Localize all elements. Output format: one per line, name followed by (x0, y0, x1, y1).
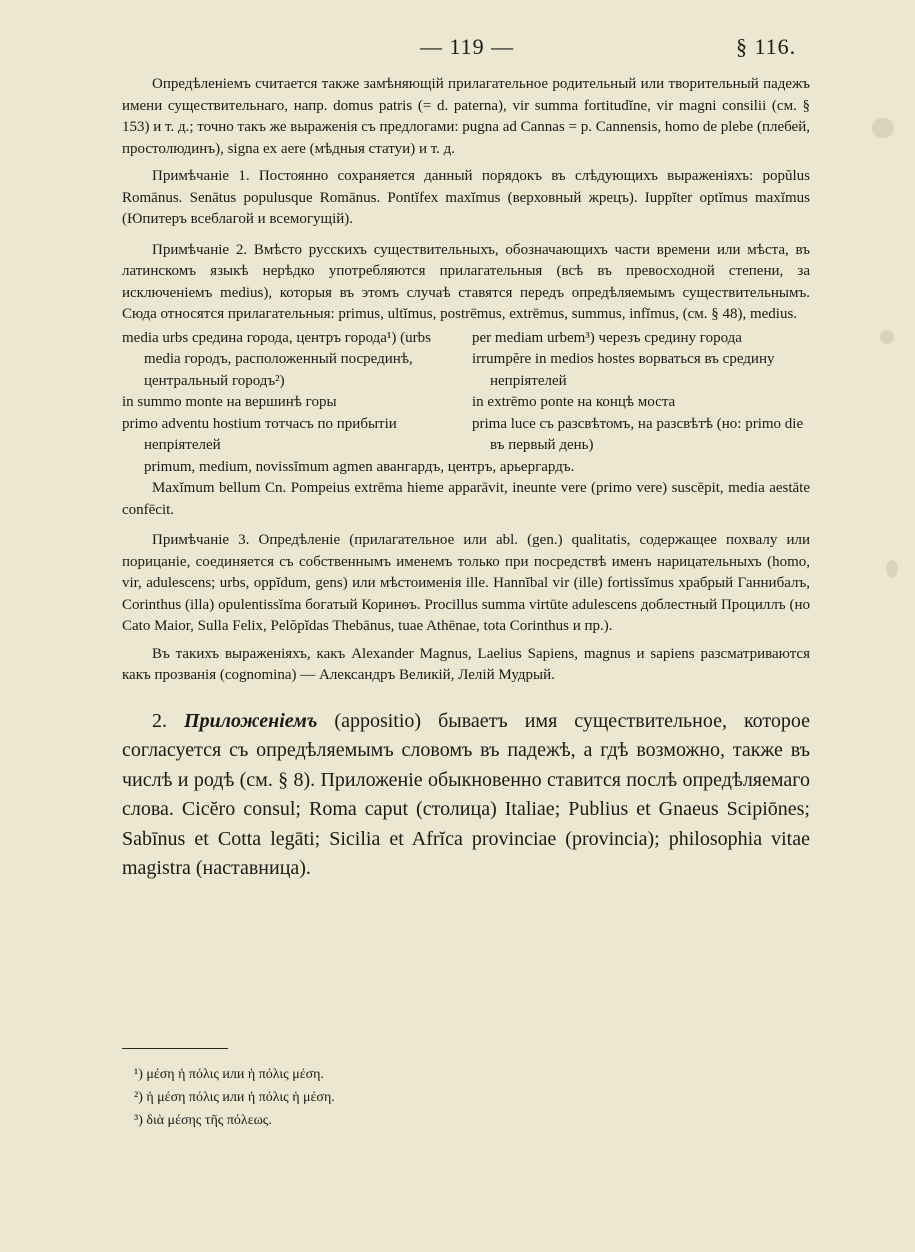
example-prima-luce: prima luce съ разсвѣтомъ, на разсвѣтѣ (но: primo die въ первый день) (472, 415, 804, 453)
note-3-continuation: Въ такихъ выраженіяхъ, какъ Alexander Magnus, Laelius Sapiens, magnus и sapiens разсматриваются какъ прозванія (cognomina) — Александръ Великій, Лелій Мудрый. (122, 645, 810, 683)
example-agmen: primum, medium, novissĭmum agmen авангардъ, центръ, арьергардъ. (144, 458, 575, 475)
examples-right-column (472, 328, 810, 457)
note-2: Примѣчаніе 2. Вмѣсто русскихъ существительныхъ, обозначающихъ части времени или мѣста, въ латинскомъ языкѣ нерѣдко употребляются прилагательныя (всѣ въ превосходной степени, за исключеніемъ medius), которыя въ этомъ случаѣ ставятся передъ опредѣляемымъ существительнымъ. Сюда относятся прилагательныя: primus, ultĭmus, postrēmus, extrēmus, summus, infĭmus, (см. § 48), medius. (122, 241, 810, 322)
page-body (122, 74, 810, 884)
note-1: Примѣчаніе 1. Постоянно сохраняется данный порядокъ въ слѣдующихъ выраженіяхъ: popŭlus Romānus. Senātus populusque Romānus. Pontĭfex maxĭmus (верховный жрецъ). Iuppĭter optĭmus maxĭmus (Юпитеръ всеблагой и всемогущій). (122, 168, 810, 227)
footnote-rule (122, 1048, 228, 1049)
example-in-summo-monte: in summo monte на вершинѣ горы (122, 394, 337, 410)
paper-stain (872, 118, 894, 138)
section-number: § 116. (736, 34, 797, 59)
intro-paragraph: Опредѣленіемъ считается также замѣняющій прилагательное родительный или творительный падежъ имени существительнаго, напр. domus patris (= d. paterna), vir summa fortitudĭne, vir magni consilii (см. § 153) и т. д.; точно такъ же выраженія съ предлогами: pugna ad Cannas = p. Cannensis, homo de plebe (плебей, простолюдинъ), signa ex aere (мѣдныя статуи) и т. д. (122, 76, 810, 157)
section-2-number: 2. (152, 709, 167, 732)
page-header (0, 34, 915, 64)
example-irrumpere: irrumpĕre in medios hostes ворваться въ средину непріятелей (472, 351, 775, 389)
example-in-extremo-ponte: in extrēmo ponte на концѣ моста (472, 394, 676, 410)
section-2-paragraph (122, 707, 810, 884)
example-media-urbs: media urbs средина города, центръ города¹) (urbs media городъ, расположенный посрединѣ, центральный городъ²) (122, 329, 431, 389)
paper-stain (880, 330, 894, 344)
paper-stain (886, 560, 898, 578)
section-2-text: (appositio) бываетъ имя существительное, которое согласуется съ опредѣляемымъ словомъ въ падежѣ, а гдѣ возможно, также въ числѣ и родѣ (см. § 8). Приложеніе обыкновенно ставится послѣ опредѣляемаго слова. Cicĕro consul; Roma caput (столица) Italiae; Publius et Gnaeus Scipiōnes; Sabīnus et Cotta legāti; Sicilia et Afrĭca provinciae (provincia); philosophia vitae magistra (наставница). (122, 709, 811, 879)
example-maximum-bellum: Maxĭmum bellum Cn. Pompeius extrēma hieme apparāvit, ineunte vere (primo vere) suscēpit, media aestāte confēcit. (122, 480, 810, 518)
note-3: Примѣчаніе 3. Опредѣленіе (прилагательное или abl. (gen.) qualitatis, содержащее похвалу или порицаніе, соединяется съ собственнымъ именемъ только при посредствѣ именъ нарицательныхъ (homo, vir, adulescens; urbs, oppĭdum, gens) или мѣстоименія ille. Hannĭbal vir (ille) fortissĭmus храбрый Ганнибалъ, Corinthus (illa) opulentissĭma богатый Коринѳъ. Procillus summa virtūte adulescens доблестный Проциллъ (но Cato Maior, Sulla Felix, Pelŏpĭdas Thebānus, tuae Athēnae, tota Corinthus и пр.). (122, 532, 810, 634)
examples-columns (122, 328, 810, 457)
footnote-2: ²) ἡ μέση πόλις или ἡ πόλις ἡ μέση. (134, 1090, 335, 1105)
example-primo-adventu: primo adventu hostium тотчасъ по прибытіи непріятелей (122, 415, 397, 453)
footnote-3: ³) διὰ μέσης τῆς πόλεως. (134, 1113, 272, 1128)
example-per-mediam-urbem: per mediam urbem³) черезъ средину города (472, 329, 742, 346)
section-2-term: Приложеніемъ (184, 709, 318, 732)
examples-left-column (122, 328, 460, 457)
footnote-1: ¹) μέση ἡ πόλις или ἡ πόλις μέση. (134, 1067, 324, 1082)
footnotes (122, 1048, 810, 1132)
page-number: — 119 — (420, 34, 515, 59)
